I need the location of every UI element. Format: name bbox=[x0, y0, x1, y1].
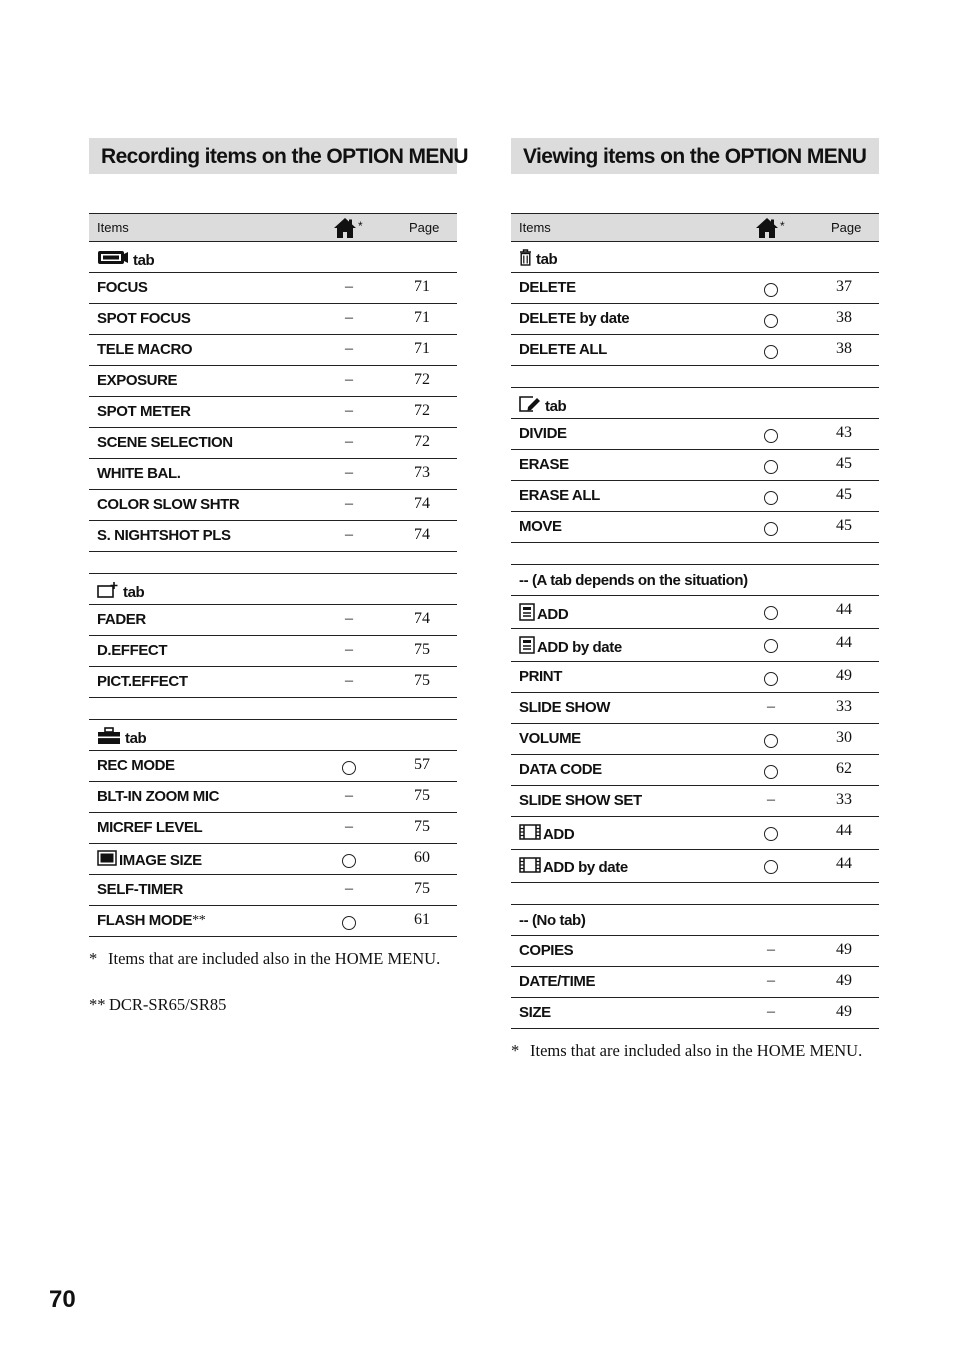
item-label: SCENE SELECTION bbox=[97, 434, 233, 451]
film-icon bbox=[519, 857, 541, 877]
table-row bbox=[89, 428, 457, 459]
page-ref: 75 bbox=[414, 787, 430, 804]
table-header bbox=[511, 213, 879, 242]
header-page: Page bbox=[831, 220, 862, 235]
tab-label bbox=[519, 249, 557, 270]
table-row bbox=[89, 782, 457, 813]
home-availability: – bbox=[345, 880, 353, 897]
home-availability bbox=[341, 756, 357, 780]
header-page: Page bbox=[409, 220, 440, 235]
group-spacer bbox=[89, 552, 457, 574]
tab-label bbox=[519, 572, 748, 589]
page-ref: 33 bbox=[836, 791, 852, 808]
film-icon bbox=[519, 824, 541, 844]
item-label: S. NIGHTSHOT PLS bbox=[97, 527, 231, 544]
page-ref: 49 bbox=[836, 1003, 852, 1020]
item-label: ADD bbox=[537, 605, 569, 623]
item-name bbox=[519, 279, 576, 296]
item-name bbox=[97, 465, 181, 482]
home-availability bbox=[763, 455, 779, 479]
footnote-mark: * bbox=[89, 949, 98, 968]
item-name bbox=[519, 487, 600, 504]
table-row bbox=[89, 366, 457, 397]
item-label: EXPOSURE bbox=[97, 372, 178, 389]
page-ref: 43 bbox=[836, 424, 852, 441]
item-label: SIZE bbox=[519, 1004, 551, 1021]
item-label: ERASE bbox=[519, 456, 569, 473]
home-availability bbox=[763, 309, 779, 333]
home-availability: – bbox=[345, 433, 353, 450]
page-ref: 44 bbox=[836, 634, 852, 651]
item-name bbox=[97, 611, 146, 628]
available-circle-icon bbox=[764, 606, 778, 620]
page-ref: 74 bbox=[414, 495, 430, 512]
item-label: SLIDE SHOW bbox=[519, 699, 611, 716]
item-label: SLIDE SHOW SET bbox=[519, 792, 642, 809]
item-label: COPIES bbox=[519, 942, 574, 959]
recording-heading: Recording items on the OPTION MENU bbox=[89, 138, 457, 174]
available-circle-icon bbox=[764, 765, 778, 779]
home-availability: – bbox=[345, 340, 353, 357]
table-row bbox=[89, 875, 457, 906]
table-row bbox=[511, 967, 879, 998]
item-name bbox=[519, 942, 573, 959]
page-ref: 74 bbox=[414, 526, 430, 543]
item-label: DELETE by date bbox=[519, 310, 630, 327]
header-items: Items bbox=[519, 220, 551, 235]
home-availability bbox=[763, 634, 779, 658]
table-row bbox=[511, 817, 879, 850]
item-label: IMAGE SIZE bbox=[119, 851, 202, 869]
item-label: ADD bbox=[543, 825, 575, 843]
page-ref: 45 bbox=[836, 517, 852, 534]
home-availability: – bbox=[345, 787, 353, 804]
item-label: SPOT METER bbox=[97, 403, 191, 420]
group-spacer bbox=[511, 366, 879, 388]
item-name bbox=[97, 881, 183, 898]
tab-row bbox=[511, 242, 879, 273]
footnote-text: Items that are included also in the HOME MENU. bbox=[108, 949, 441, 968]
home-availability: – bbox=[345, 641, 353, 658]
group-spacer bbox=[89, 698, 457, 720]
home-availability: – bbox=[767, 698, 775, 715]
page-ref: 75 bbox=[414, 672, 430, 689]
home-availability bbox=[763, 278, 779, 302]
page-ref: 33 bbox=[836, 698, 852, 715]
item-name bbox=[519, 1004, 551, 1021]
item-name bbox=[97, 310, 191, 327]
available-circle-icon bbox=[764, 672, 778, 686]
table-row bbox=[89, 521, 457, 552]
group-spacer bbox=[511, 883, 879, 905]
table-row bbox=[511, 936, 879, 967]
home-availability: – bbox=[767, 972, 775, 989]
available-circle-icon bbox=[764, 429, 778, 443]
item-name bbox=[519, 310, 629, 327]
tab-text: tab bbox=[133, 251, 155, 269]
item-label: FADER bbox=[97, 611, 146, 628]
item-name bbox=[519, 603, 568, 625]
tab-row bbox=[511, 388, 879, 419]
home-availability: – bbox=[345, 672, 353, 689]
item-label: ADD by date bbox=[543, 858, 628, 876]
home-availability bbox=[341, 911, 357, 935]
item-name bbox=[97, 279, 148, 296]
home-availability: – bbox=[345, 526, 353, 543]
table-row bbox=[89, 490, 457, 521]
table-row bbox=[511, 335, 879, 366]
table-row bbox=[89, 335, 457, 366]
item-label: MOVE bbox=[519, 518, 562, 535]
home-availability bbox=[763, 760, 779, 784]
home-availability bbox=[763, 517, 779, 541]
item-name bbox=[97, 372, 177, 389]
footnote-text: Items that are included also in the HOME MENU. bbox=[530, 1041, 863, 1060]
page-ref: 74 bbox=[414, 610, 430, 627]
item-label: REC MODE bbox=[97, 757, 175, 774]
page-ref: 30 bbox=[836, 729, 852, 746]
footnote-text: DCR-SR65/SR85 bbox=[109, 995, 227, 1014]
tab-text: -- (No tab) bbox=[519, 912, 586, 929]
available-circle-icon bbox=[764, 860, 778, 874]
page-ref: 73 bbox=[414, 464, 430, 481]
image-size-icon bbox=[97, 850, 117, 870]
table-row bbox=[89, 605, 457, 636]
item-label: ERASE ALL bbox=[519, 487, 600, 504]
table-row bbox=[89, 636, 457, 667]
table-row bbox=[511, 693, 879, 724]
header-home bbox=[755, 217, 787, 239]
page-ref: 49 bbox=[836, 667, 852, 684]
available-circle-icon bbox=[764, 522, 778, 536]
playlist-icon bbox=[519, 636, 535, 658]
item-label: DELETE bbox=[519, 279, 576, 296]
available-circle-icon bbox=[342, 916, 356, 930]
viewing-heading: Viewing items on the OPTION MENU bbox=[511, 138, 879, 174]
recording-table bbox=[89, 213, 457, 937]
home-availability bbox=[763, 340, 779, 364]
home-availability bbox=[763, 486, 779, 510]
page-ref: 72 bbox=[414, 433, 430, 450]
home-availability: – bbox=[345, 464, 353, 481]
tab-label bbox=[519, 912, 585, 929]
edit-icon bbox=[519, 395, 541, 417]
item-name bbox=[97, 403, 191, 420]
item-name bbox=[519, 668, 562, 685]
viewing-table bbox=[511, 213, 879, 1029]
home-availability: – bbox=[767, 941, 775, 958]
tab-row bbox=[89, 574, 457, 605]
tab-row bbox=[89, 242, 457, 273]
item-name bbox=[519, 761, 602, 778]
table-row bbox=[89, 844, 457, 875]
table-row bbox=[511, 481, 879, 512]
effect-icon bbox=[97, 581, 119, 603]
table-row bbox=[511, 419, 879, 450]
home-footnote-mark: * bbox=[780, 219, 785, 233]
item-label: VOLUME bbox=[519, 730, 581, 747]
header-items: Items bbox=[97, 220, 129, 235]
item-name bbox=[519, 341, 607, 358]
home-availability: – bbox=[345, 278, 353, 295]
viewing-column bbox=[511, 138, 879, 1060]
item-name bbox=[519, 456, 569, 473]
page-ref: 72 bbox=[414, 371, 430, 388]
available-circle-icon bbox=[764, 827, 778, 841]
group-spacer bbox=[511, 543, 879, 565]
page-number: 70 bbox=[49, 1286, 76, 1313]
home-availability: – bbox=[345, 309, 353, 326]
item-name bbox=[519, 425, 567, 442]
item-name bbox=[519, 518, 562, 535]
page-ref: 44 bbox=[836, 822, 852, 839]
table-row bbox=[511, 596, 879, 629]
tab-label bbox=[97, 581, 144, 603]
item-name bbox=[97, 527, 231, 544]
table-row bbox=[511, 304, 879, 335]
table-row bbox=[89, 906, 457, 937]
available-circle-icon bbox=[342, 761, 356, 775]
available-circle-icon bbox=[764, 639, 778, 653]
available-circle-icon bbox=[764, 283, 778, 297]
item-label: FLASH MODE bbox=[97, 912, 193, 929]
available-circle-icon bbox=[764, 345, 778, 359]
tab-row bbox=[511, 905, 879, 936]
item-name bbox=[97, 788, 219, 805]
item-label: PRINT bbox=[519, 668, 563, 685]
footnote-mark: ** bbox=[89, 995, 106, 1014]
tab-label bbox=[97, 727, 146, 749]
item-label: BLT-IN ZOOM MIC bbox=[97, 788, 220, 805]
home-footnote-mark: * bbox=[358, 219, 363, 233]
item-name bbox=[519, 730, 581, 747]
tab-text: tab bbox=[545, 397, 567, 415]
table-row bbox=[511, 755, 879, 786]
item-label: DATA CODE bbox=[519, 761, 602, 778]
item-label: DELETE ALL bbox=[519, 341, 607, 358]
item-name bbox=[519, 792, 642, 809]
page-ref: 72 bbox=[414, 402, 430, 419]
toolbox-icon bbox=[97, 727, 121, 749]
item-name bbox=[519, 973, 595, 990]
available-circle-icon bbox=[342, 854, 356, 868]
item-label: D.EFFECT bbox=[97, 642, 168, 659]
table-row bbox=[511, 724, 879, 755]
item-label: ADD by date bbox=[537, 638, 622, 656]
page-ref: 44 bbox=[836, 855, 852, 872]
home-availability: – bbox=[345, 610, 353, 627]
item-label: WHITE BAL. bbox=[97, 465, 181, 482]
home-availability bbox=[763, 601, 779, 625]
item-name bbox=[97, 819, 202, 836]
item-name bbox=[519, 857, 628, 877]
table-row bbox=[511, 450, 879, 481]
page-ref: 38 bbox=[836, 309, 852, 326]
page-ref: 71 bbox=[414, 278, 430, 295]
item-label: FOCUS bbox=[97, 279, 148, 296]
playlist-icon bbox=[519, 603, 535, 625]
home-availability bbox=[763, 855, 779, 879]
home-availability: – bbox=[345, 495, 353, 512]
home-availability: – bbox=[767, 1003, 775, 1020]
item-label: COLOR SLOW SHTR bbox=[97, 496, 240, 513]
home-availability: – bbox=[345, 371, 353, 388]
item-label: DIVIDE bbox=[519, 425, 567, 442]
header-home bbox=[333, 217, 365, 239]
page-ref: 45 bbox=[836, 455, 852, 472]
home-availability: – bbox=[767, 791, 775, 808]
item-name bbox=[97, 673, 188, 690]
item-name bbox=[97, 496, 239, 513]
table-row bbox=[89, 751, 457, 782]
camera-movie-icon bbox=[97, 249, 129, 271]
item-name bbox=[97, 341, 192, 358]
table-row bbox=[511, 629, 879, 662]
item-label: MICREF LEVEL bbox=[97, 819, 203, 836]
page-ref: 44 bbox=[836, 601, 852, 618]
trash-icon bbox=[519, 249, 532, 270]
table-row bbox=[511, 273, 879, 304]
table-row bbox=[511, 850, 879, 883]
available-circle-icon bbox=[764, 460, 778, 474]
table-row bbox=[89, 397, 457, 428]
item-label: SELF-TIMER bbox=[97, 881, 183, 898]
table-row bbox=[89, 459, 457, 490]
tab-text: tab bbox=[125, 729, 147, 747]
page-ref: 71 bbox=[414, 309, 430, 326]
tab-label bbox=[519, 395, 566, 417]
tab-text: tab bbox=[536, 251, 558, 268]
item-name bbox=[97, 642, 167, 659]
home-availability bbox=[763, 667, 779, 691]
item-label: DATE/TIME bbox=[519, 973, 596, 990]
table-row bbox=[511, 662, 879, 693]
available-circle-icon bbox=[764, 491, 778, 505]
home-availability bbox=[763, 729, 779, 753]
item-name bbox=[519, 699, 610, 716]
table-row bbox=[511, 998, 879, 1029]
table-row bbox=[89, 273, 457, 304]
home-availability bbox=[341, 849, 357, 873]
page-ref: 62 bbox=[836, 760, 852, 777]
item-name bbox=[97, 850, 202, 870]
home-availability bbox=[763, 822, 779, 846]
table-row bbox=[511, 786, 879, 817]
available-circle-icon bbox=[764, 314, 778, 328]
tab-row bbox=[89, 720, 457, 751]
page-ref: 75 bbox=[414, 818, 430, 835]
table-row bbox=[89, 667, 457, 698]
tab-label bbox=[97, 249, 154, 271]
item-label: PICT.EFFECT bbox=[97, 673, 188, 690]
page-ref: 61 bbox=[414, 911, 430, 928]
page-ref: 38 bbox=[836, 340, 852, 357]
item-label: SPOT FOCUS bbox=[97, 310, 191, 327]
table-header bbox=[89, 213, 457, 242]
item-name bbox=[519, 636, 622, 658]
tab-row bbox=[511, 565, 879, 596]
table-row bbox=[511, 512, 879, 543]
tab-text: -- (A tab depends on the situation) bbox=[519, 572, 748, 589]
page-ref: 49 bbox=[836, 941, 852, 958]
item-name bbox=[97, 434, 233, 451]
item-label: TELE MACRO bbox=[97, 341, 193, 358]
item-footnote-mark: ** bbox=[192, 912, 206, 928]
page-ref: 60 bbox=[414, 849, 430, 866]
tab-text: tab bbox=[123, 583, 145, 601]
page-ref: 75 bbox=[414, 641, 430, 658]
available-circle-icon bbox=[764, 734, 778, 748]
home-availability: – bbox=[345, 818, 353, 835]
table-row bbox=[89, 304, 457, 335]
table-row bbox=[89, 813, 457, 844]
page-ref: 75 bbox=[414, 880, 430, 897]
page-ref: 71 bbox=[414, 340, 430, 357]
page-ref: 37 bbox=[836, 278, 852, 295]
page-ref: 49 bbox=[836, 972, 852, 989]
home-availability: – bbox=[345, 402, 353, 419]
item-name bbox=[97, 912, 205, 929]
item-name bbox=[97, 757, 175, 774]
home-availability bbox=[763, 424, 779, 448]
footnote-mark: * bbox=[511, 1041, 520, 1060]
recording-column bbox=[89, 138, 468, 1014]
page-ref: 57 bbox=[414, 756, 430, 773]
page-ref: 45 bbox=[836, 486, 852, 503]
item-name bbox=[519, 824, 574, 844]
